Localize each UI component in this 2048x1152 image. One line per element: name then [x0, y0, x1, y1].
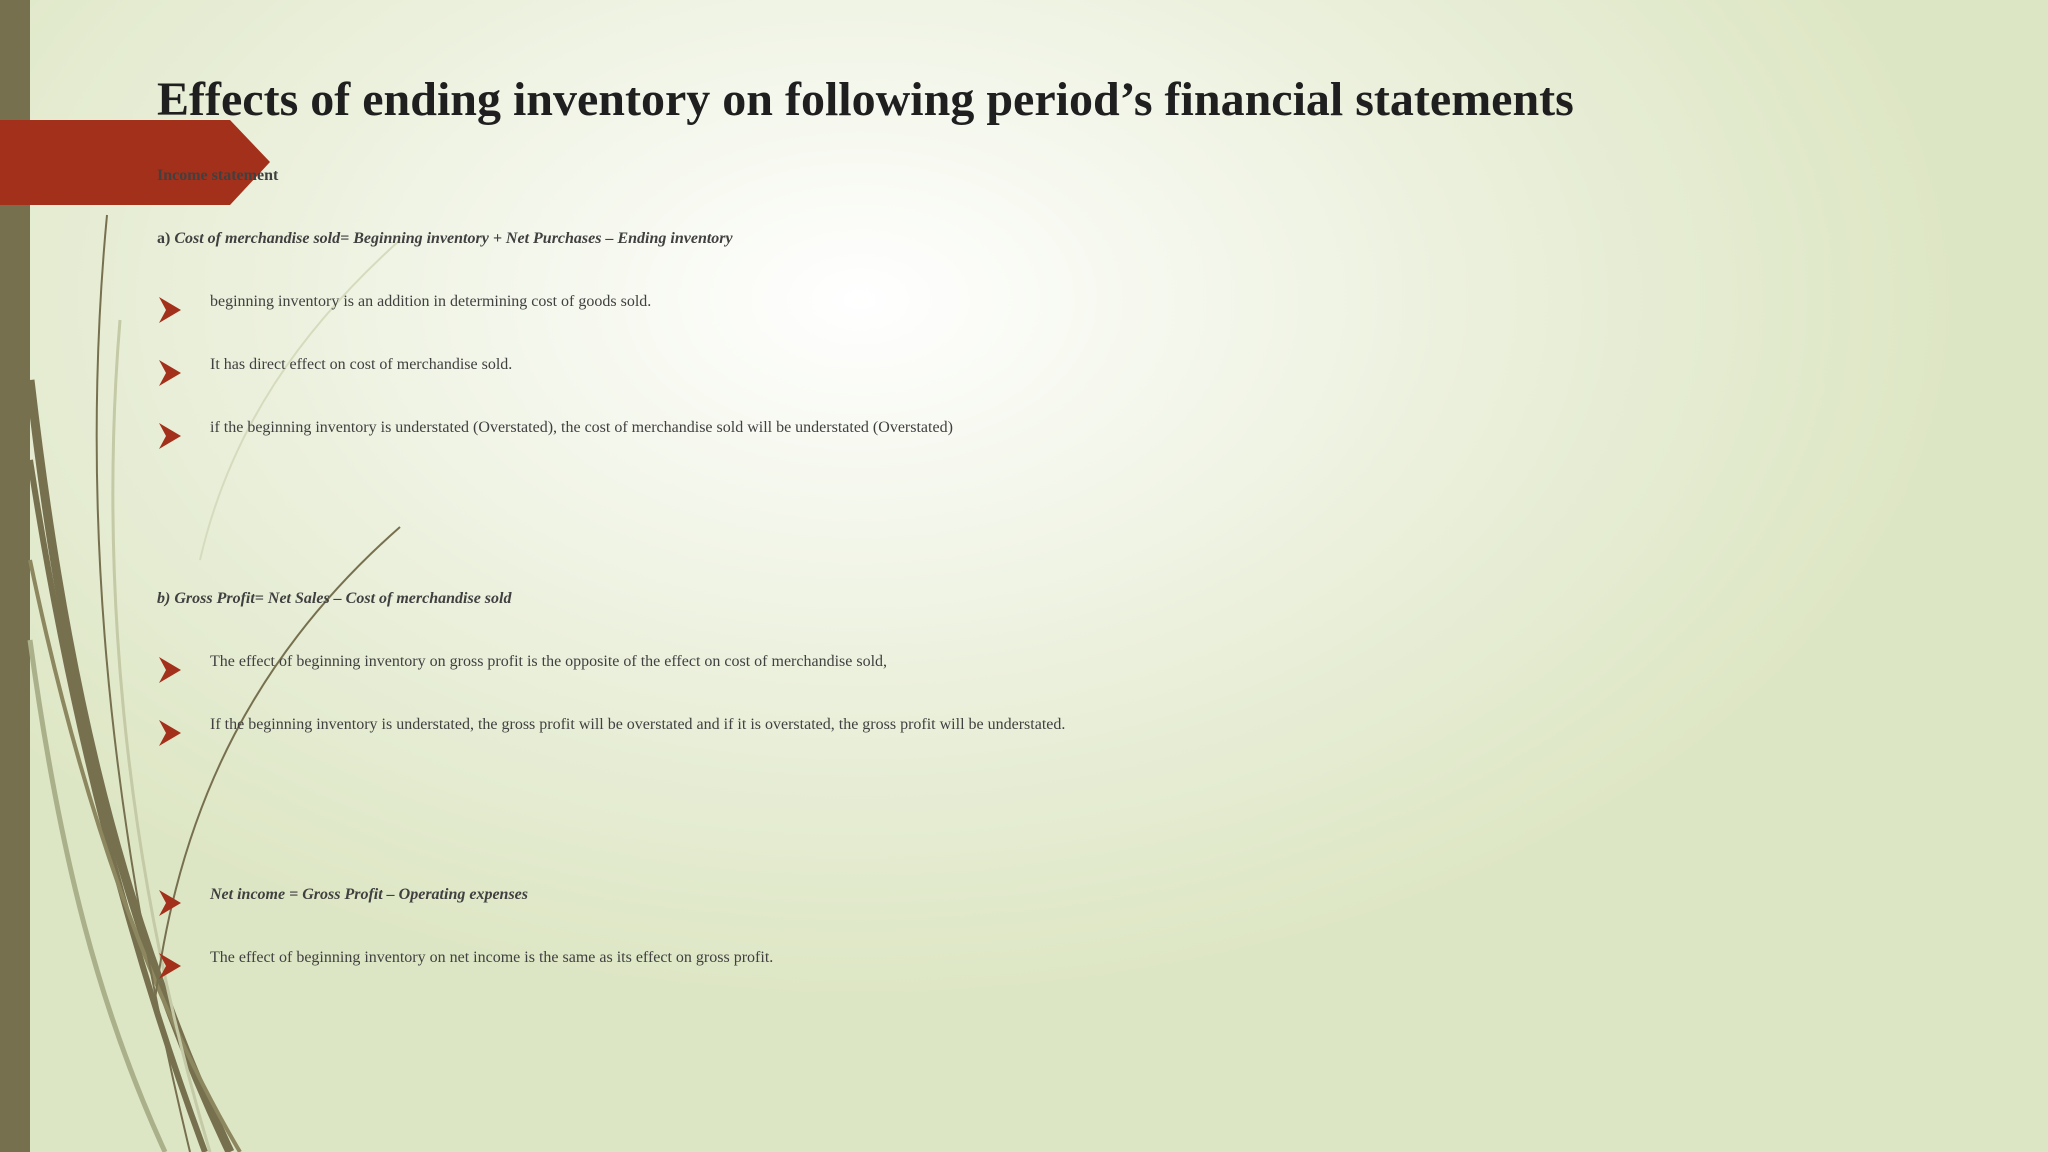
- bullet-item: [157, 653, 1744, 671]
- bullet-text: The effect of beginning inventory on net income is the same as its effect on gross profit.: [210, 949, 774, 966]
- formula-a-text: Cost of merchandise sold= Beginning inventory + Net Purchases – Ending inventory: [174, 230, 733, 247]
- bullet-item: [157, 356, 1744, 374]
- bullet-text: beginning inventory is an addition in determining cost of goods sold.: [210, 293, 652, 310]
- bullet-item: [157, 293, 1744, 311]
- arrow-bullet-icon: [159, 360, 181, 386]
- bullet-text: It has direct effect on cost of merchandise sold.: [210, 356, 513, 373]
- arrow-bullet-icon: [159, 953, 181, 979]
- bullet-text: if the beginning inventory is understated (Overstated), the cost of merchandise sold will be understated (Overstated): [210, 419, 953, 436]
- arrow-bullet-icon: [159, 423, 181, 449]
- arrow-bullet-icon: [159, 657, 181, 683]
- arrow-bullet-icon: [159, 297, 181, 323]
- bullet-text: If the beginning inventory is understated, the gross profit will be overstated and if it is overstated, the gross profit will be understated.: [210, 716, 1066, 733]
- section-heading-income-statement: Income statement: [157, 167, 279, 184]
- formula-a-prefix: a): [157, 230, 175, 247]
- bullet-item-net-income-formula: [157, 886, 1744, 904]
- bullet-item: [157, 419, 1744, 437]
- bullet-item: [157, 716, 1744, 734]
- bullet-item: [157, 949, 1744, 967]
- arrow-bullet-icon: [159, 720, 181, 746]
- bullet-text: The effect of beginning inventory on gross profit is the opposite of the effect on cost of merchandise sold,: [210, 653, 888, 670]
- formula-gross-profit: b) Gross Profit= Net Sales – Cost of merchandise sold: [157, 590, 512, 607]
- formula-cost-of-merchandise-sold: [157, 230, 733, 248]
- arrow-bullet-icon: [159, 890, 181, 916]
- bullet-text: Net income = Gross Profit – Operating expenses: [210, 886, 528, 903]
- slide-title: Effects of ending inventory on following period’s financial statements: [157, 73, 1574, 126]
- red-arrow-tab: [0, 120, 270, 205]
